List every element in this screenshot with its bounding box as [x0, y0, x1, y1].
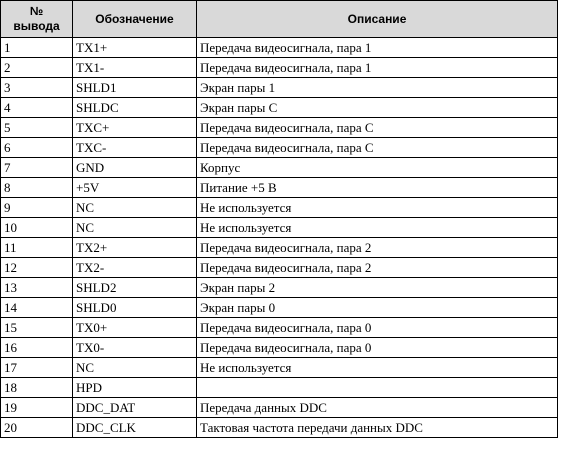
- description-cell: Передача видеосигнала, пара 0: [197, 338, 558, 358]
- designation-cell: NC: [73, 218, 197, 238]
- designation-cell: SHLD1: [73, 78, 197, 98]
- pin-number-cell: 17: [1, 358, 73, 378]
- pin-number-cell: 5: [1, 118, 73, 138]
- designation-cell: NC: [73, 198, 197, 218]
- table-row: [1, 158, 558, 178]
- designation-cell: GND: [73, 158, 197, 178]
- designation-cell: TX0-: [73, 338, 197, 358]
- description-cell: Экран пары 2: [197, 278, 558, 298]
- header-row: [1, 1, 558, 38]
- table-row: [1, 358, 558, 378]
- description-cell: Передача видеосигнала, пара С: [197, 138, 558, 158]
- designation-cell: TX0+: [73, 318, 197, 338]
- table-row: [1, 178, 558, 198]
- header-designation: Обозначение: [73, 1, 197, 38]
- table-row: [1, 138, 558, 158]
- table-row: [1, 398, 558, 418]
- pin-number-cell: 18: [1, 378, 73, 398]
- pin-number-cell: 13: [1, 278, 73, 298]
- designation-cell: TXC-: [73, 138, 197, 158]
- designation-cell: TX1-: [73, 58, 197, 78]
- pin-number-cell: 10: [1, 218, 73, 238]
- description-cell: Питание +5 В: [197, 178, 558, 198]
- header-description: Описание: [197, 1, 558, 38]
- header-pin-number: [1, 1, 73, 38]
- description-cell: [197, 378, 558, 398]
- description-cell: Тактовая частота передачи данных DDC: [197, 418, 558, 438]
- pin-number-cell: 1: [1, 38, 73, 58]
- pin-number-cell: 3: [1, 78, 73, 98]
- description-cell: Экран пары 1: [197, 78, 558, 98]
- table-row: [1, 378, 558, 398]
- designation-cell: SHLD0: [73, 298, 197, 318]
- description-cell: Передача видеосигнала, пара 2: [197, 258, 558, 278]
- description-cell: Корпус: [197, 158, 558, 178]
- pin-number-cell: 19: [1, 398, 73, 418]
- pin-number-cell: 2: [1, 58, 73, 78]
- table-row: [1, 238, 558, 258]
- table-body: [1, 38, 558, 438]
- pin-number-cell: 14: [1, 298, 73, 318]
- table-row: [1, 338, 558, 358]
- table-row: [1, 298, 558, 318]
- header-pin-number-symbol: №: [29, 4, 44, 18]
- pin-number-cell: 8: [1, 178, 73, 198]
- description-cell: Передача видеосигнала, пара 1: [197, 58, 558, 78]
- table-row: [1, 218, 558, 238]
- pin-number-cell: 9: [1, 198, 73, 218]
- pin-number-cell: 16: [1, 338, 73, 358]
- header-pin-number-word: вывода: [13, 19, 60, 33]
- designation-cell: TX2-: [73, 258, 197, 278]
- table-row: [1, 118, 558, 138]
- description-cell: Передача данных DDC: [197, 398, 558, 418]
- pin-number-cell: 6: [1, 138, 73, 158]
- pin-number-cell: 20: [1, 418, 73, 438]
- table-row: [1, 98, 558, 118]
- table-row: [1, 278, 558, 298]
- designation-cell: SHLD2: [73, 278, 197, 298]
- description-cell: Передача видеосигнала, пара 2: [197, 238, 558, 258]
- designation-cell: TX2+: [73, 238, 197, 258]
- table-row: [1, 78, 558, 98]
- description-cell: Не используется: [197, 358, 558, 378]
- description-cell: Не используется: [197, 198, 558, 218]
- description-cell: Передача видеосигнала, пара 1: [197, 38, 558, 58]
- pin-number-cell: 7: [1, 158, 73, 178]
- description-cell: Не используется: [197, 218, 558, 238]
- designation-cell: DDC_CLK: [73, 418, 197, 438]
- table-row: [1, 198, 558, 218]
- description-cell: Передача видеосигнала, пара 0: [197, 318, 558, 338]
- description-cell: Передача видеосигнала, пара С: [197, 118, 558, 138]
- designation-cell: NC: [73, 358, 197, 378]
- pin-number-cell: 15: [1, 318, 73, 338]
- table-row: [1, 318, 558, 338]
- designation-cell: +5V: [73, 178, 197, 198]
- designation-cell: DDC_DAT: [73, 398, 197, 418]
- pin-number-cell: 11: [1, 238, 73, 258]
- pin-number-cell: 4: [1, 98, 73, 118]
- table-row: [1, 258, 558, 278]
- designation-cell: TXC+: [73, 118, 197, 138]
- designation-cell: HPD: [73, 378, 197, 398]
- description-cell: Экран пары 0: [197, 298, 558, 318]
- table-row: [1, 58, 558, 78]
- pin-number-cell: 12: [1, 258, 73, 278]
- description-cell: Экран пары С: [197, 98, 558, 118]
- designation-cell: TX1+: [73, 38, 197, 58]
- table-header: [1, 1, 558, 38]
- table-row: [1, 418, 558, 438]
- table-row: [1, 38, 558, 58]
- designation-cell: SHLDC: [73, 98, 197, 118]
